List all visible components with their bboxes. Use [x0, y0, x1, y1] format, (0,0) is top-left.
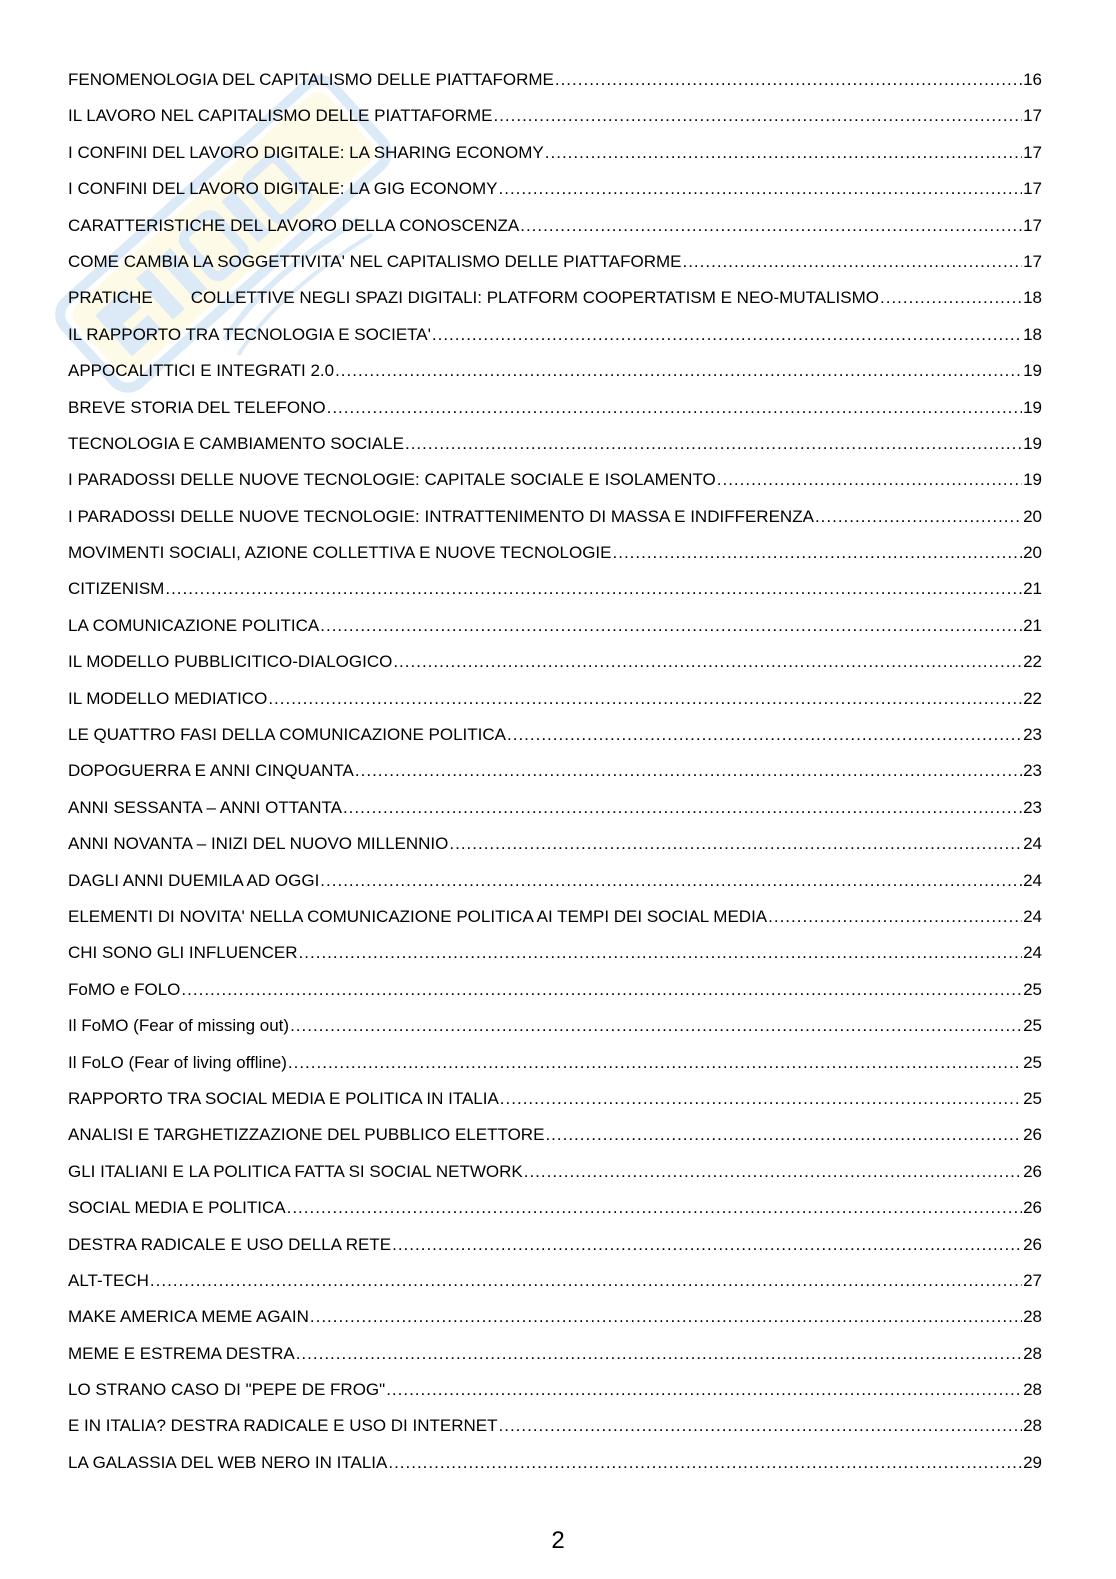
toc-entry-title: MOVIMENTI SOCIALI, AZIONE COLLETTIVA E NUOVE TECNOLOGIE [68, 543, 612, 563]
toc-entry-title: BREVE STORIA DEL TELEFONO [68, 397, 326, 417]
toc-dot-leader [290, 1008, 1022, 1044]
toc-entry-page: 17 [1023, 251, 1042, 271]
toc-dot-leader [682, 244, 1022, 280]
toc-entry-page: 28 [1023, 1380, 1042, 1400]
toc-dot-leader [613, 535, 1023, 571]
toc-entry-page: 24 [1023, 870, 1042, 890]
toc-entry-title: CARATTERISTICHE DEL LAVORO DELLA CONOSCENZA [68, 215, 520, 235]
toc-entry[interactable] [68, 280, 1042, 316]
toc-entry-page: 26 [1023, 1234, 1042, 1254]
toc-entry-title: LA COMUNICAZIONE POLITICA [68, 615, 320, 635]
toc-entry[interactable] [68, 244, 1042, 280]
toc-entry[interactable] [68, 1408, 1042, 1444]
toc-entry-page: 23 [1023, 761, 1042, 781]
toc-entry[interactable] [68, 899, 1042, 935]
toc-entry-title: I CONFINI DEL LAVORO DIGITALE: LA GIG ECONOMY [68, 179, 498, 199]
toc-dot-leader [310, 1299, 1022, 1335]
toc-entry-page: 20 [1023, 506, 1042, 526]
toc-entry[interactable] [68, 1263, 1042, 1299]
toc-entry-page: 19 [1023, 397, 1042, 417]
toc-entry-page: 17 [1023, 179, 1042, 199]
toc-entry[interactable] [68, 608, 1042, 644]
toc-entry-page: 21 [1023, 579, 1042, 599]
toc-entry-title [68, 280, 879, 316]
toc-dot-leader [432, 317, 1022, 353]
toc-entry-title: LO STRANO CASO DI "PEPE DE FROG" [68, 1380, 386, 1400]
toc-entry[interactable] [68, 462, 1042, 498]
toc-entry-page: 24 [1023, 943, 1042, 963]
toc-entry-page: 22 [1023, 652, 1042, 672]
toc-entry[interactable] [68, 1336, 1042, 1372]
toc-entry[interactable] [68, 753, 1042, 789]
toc-entry-title: APPOCALITTICI E INTEGRATI 2.0 [68, 361, 335, 381]
toc-dot-leader [288, 1045, 1022, 1081]
toc-entry-page: 25 [1023, 1052, 1042, 1072]
toc-entry-page: 17 [1023, 215, 1042, 235]
table-of-contents [68, 62, 1042, 1481]
toc-dot-leader [392, 1227, 1022, 1263]
toc-entry-title: COME CAMBIA LA SOGGETTIVITA' NEL CAPITALISMO DELLE PIATTAFORME [68, 251, 682, 271]
toc-dot-leader [287, 1190, 1022, 1226]
toc-entry[interactable] [68, 1117, 1042, 1153]
toc-entry-title: I PARADOSSI DELLE NUOVE TECNOLOGIE: CAPITALE SOCIALE E ISOLAMENTO [68, 470, 716, 490]
toc-entry-page: 26 [1023, 1161, 1042, 1181]
toc-entry-page: 27 [1023, 1270, 1042, 1290]
toc-dot-leader [320, 608, 1022, 644]
toc-dot-leader [815, 499, 1022, 535]
toc-entry-page: 28 [1023, 1416, 1042, 1436]
toc-entry-page: 28 [1023, 1307, 1042, 1327]
toc-dot-leader [545, 1117, 1022, 1153]
toc-entry-title: FoMO e FOLO [68, 979, 181, 999]
toc-entry-page: 24 [1023, 834, 1042, 854]
toc-dot-leader [405, 426, 1022, 462]
toc-entry-title: GLI ITALIANI E LA POLITICA FATTA SI SOCIAL NETWORK [68, 1161, 523, 1181]
toc-entry-page: 17 [1023, 106, 1042, 126]
toc-entry[interactable] [68, 426, 1042, 462]
toc-entry-page: 24 [1023, 906, 1042, 926]
toc-entry-page: 25 [1023, 1088, 1042, 1108]
toc-entry-title: TECNOLOGIA E CAMBIAMENTO SOCIALE [68, 433, 404, 453]
toc-entry-page: 29 [1023, 1452, 1042, 1472]
toc-dot-leader [165, 571, 1022, 607]
toc-entry-title-part: PRATICHE [68, 288, 153, 308]
toc-dot-leader [181, 972, 1022, 1008]
toc-dot-leader [393, 644, 1022, 680]
toc-entry[interactable] [68, 535, 1042, 571]
toc-entry-page: 19 [1023, 433, 1042, 453]
toc-entry[interactable] [68, 717, 1042, 753]
toc-entry[interactable] [68, 1445, 1042, 1481]
toc-dot-leader [150, 1263, 1022, 1299]
toc-entry-title: LE QUATTRO FASI DELLA COMUNICAZIONE POLITICA [68, 725, 506, 745]
toc-entry-title: IL MODELLO PUBBLICITICO-DIALOGICO [68, 652, 393, 672]
toc-dot-leader [768, 899, 1022, 935]
toc-entry-title: ANALISI E TARGHETIZZAZIONE DEL PUBBLICO ELETTORE [68, 1125, 545, 1145]
toc-entry-page: 23 [1023, 797, 1042, 817]
toc-dot-leader [386, 1372, 1022, 1408]
toc-entry[interactable] [68, 972, 1042, 1008]
toc-entry-page: 25 [1023, 1016, 1042, 1036]
toc-dot-leader [500, 1081, 1022, 1117]
toc-entry-title: MAKE AMERICA MEME AGAIN [68, 1307, 309, 1327]
toc-entry-title: ANNI SESSANTA – ANNI OTTANTA [68, 797, 342, 817]
toc-entry-page: 26 [1023, 1125, 1042, 1145]
toc-dot-leader [335, 353, 1022, 389]
toc-entry-page: 19 [1023, 361, 1042, 381]
toc-entry[interactable] [68, 1045, 1042, 1081]
toc-entry[interactable] [68, 135, 1042, 171]
toc-entry[interactable] [68, 62, 1042, 98]
toc-entry-page: 18 [1023, 324, 1042, 344]
toc-entry-title: ELEMENTI DI NOVITA' NELLA COMUNICAZIONE POLITICA AI TEMPI DEI SOCIAL MEDIA [68, 906, 768, 926]
toc-entry-page: 19 [1023, 470, 1042, 490]
toc-entry-title: SOCIAL MEDIA E POLITICA [68, 1198, 286, 1218]
toc-entry-title: I CONFINI DEL LAVORO DIGITALE: LA SHARING ECONOMY [68, 142, 544, 162]
toc-entry-title: RAPPORTO TRA SOCIAL MEDIA E POLITICA IN ITALIA [68, 1088, 499, 1108]
toc-entry-page: 28 [1023, 1343, 1042, 1363]
toc-entry[interactable] [68, 935, 1042, 971]
toc-entry-title: I PARADOSSI DELLE NUOVE TECNOLOGIE: INTRATTENIMENTO DI MASSA E INDIFFERENZA [68, 506, 814, 526]
toc-dot-leader [499, 1408, 1023, 1444]
toc-entry-page: 21 [1023, 615, 1042, 635]
toc-entry-title-part: COLLETTIVE NEGLI SPAZI DIGITALI: PLATFORM COOPERTATISM E NEO-MUTALISMO [190, 288, 879, 308]
toc-entry-page: 16 [1023, 70, 1042, 89]
toc-entry-title: E IN ITALIA? DESTRA RADICALE E USO DI INTERNET [68, 1416, 498, 1436]
toc-entry[interactable] [68, 790, 1042, 826]
page-number: 2 [551, 1527, 565, 1554]
toc-dot-leader [299, 935, 1023, 971]
toc-dot-leader [520, 208, 1022, 244]
toc-dot-leader [493, 98, 1022, 134]
toc-dot-leader [880, 280, 1022, 316]
toc-entry-title: DESTRA RADICALE E USO DELLA RETE [68, 1234, 392, 1254]
toc-dot-leader [327, 390, 1022, 426]
toc-entry[interactable] [68, 98, 1042, 134]
toc-entry[interactable] [68, 208, 1042, 244]
toc-entry[interactable] [68, 1299, 1042, 1335]
toc-dot-leader [268, 681, 1022, 717]
toc-entry[interactable] [68, 1081, 1042, 1117]
toc-entry-title: MEME E ESTREMA DESTRA [68, 1343, 295, 1363]
toc-entry-title: ALT-TECH [68, 1270, 149, 1290]
toc-entry-title: LA GALASSIA DEL WEB NERO IN ITALIA [68, 1452, 388, 1472]
toc-entry-title: Il FoMO (Fear of missing out) [68, 1016, 290, 1036]
toc-entry-page: 17 [1023, 142, 1042, 162]
toc-entry-page: 23 [1023, 725, 1042, 745]
toc-dot-leader [545, 135, 1022, 171]
toc-dot-leader [296, 1336, 1022, 1372]
toc-entry-page: 20 [1023, 543, 1042, 563]
toc-entry[interactable] [68, 1227, 1042, 1263]
toc-entry-title: FENOMENOLOGIA DEL CAPITALISMO DELLE PIATTAFORME [68, 70, 554, 89]
toc-entry[interactable] [68, 317, 1042, 353]
toc-dot-leader [388, 1445, 1022, 1481]
toc-entry[interactable] [68, 1008, 1042, 1044]
toc-dot-leader [555, 62, 1022, 98]
toc-entry[interactable] [68, 681, 1042, 717]
toc-entry-title: IL LAVORO NEL CAPITALISMO DELLE PIATTAFORME [68, 106, 493, 126]
toc-entry[interactable] [68, 863, 1042, 899]
toc-entry-page: 25 [1023, 979, 1042, 999]
toc-dot-leader [343, 790, 1022, 826]
toc-dot-leader [499, 171, 1023, 207]
toc-dot-leader [524, 1154, 1022, 1190]
toc-entry[interactable] [68, 571, 1042, 607]
toc-entry-title: CITIZENISM [68, 579, 165, 599]
toc-entry-page: 26 [1023, 1198, 1042, 1218]
toc-entry[interactable] [68, 353, 1042, 389]
toc-dot-leader [320, 863, 1022, 899]
toc-entry[interactable] [68, 390, 1042, 426]
toc-entry-title: DOPOGUERRA E ANNI CINQUANTA [68, 761, 354, 781]
toc-dot-leader [507, 717, 1022, 753]
toc-entry[interactable] [68, 826, 1042, 862]
toc-entry[interactable] [68, 171, 1042, 207]
toc-entry-title: ANNI NOVANTA – INIZI DEL NUOVO MILLENNIO [68, 834, 449, 854]
toc-entry-title: IL RAPPORTO TRA TECNOLOGIA E SOCIETA' [68, 324, 431, 344]
toc-entry-page: 18 [1023, 288, 1042, 308]
toc-dot-leader [449, 826, 1022, 862]
toc-entry[interactable] [68, 499, 1042, 535]
toc-dot-leader [717, 462, 1022, 498]
toc-entry-title: IL MODELLO MEDIATICO [68, 688, 268, 708]
toc-entry[interactable] [68, 1190, 1042, 1226]
toc-entry-title: DAGLI ANNI DUEMILA AD OGGI [68, 870, 320, 890]
toc-entry[interactable] [68, 1154, 1042, 1190]
toc-entry-page: 22 [1023, 688, 1042, 708]
toc-entry[interactable] [68, 1372, 1042, 1408]
toc-entry[interactable] [68, 644, 1042, 680]
toc-entry-title: Il FoLO (Fear of living offline) [68, 1052, 287, 1072]
toc-entry-title: CHI SONO GLI INFLUENCER [68, 943, 298, 963]
toc-dot-leader [355, 753, 1022, 789]
